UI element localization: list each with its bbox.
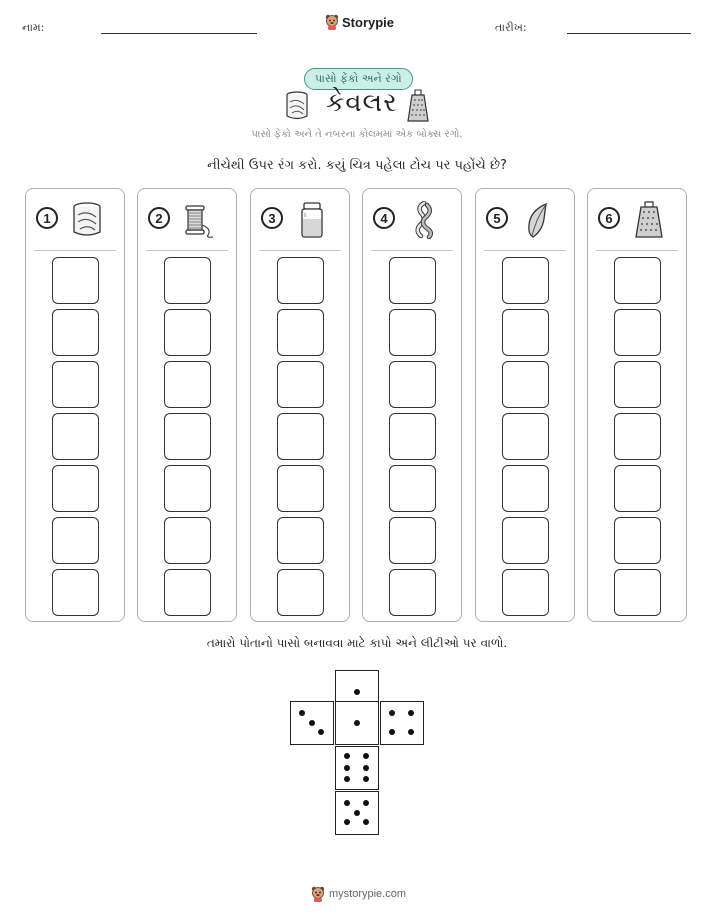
brand-name: Storypie [342, 14, 395, 30]
color-box[interactable] [52, 413, 99, 460]
color-box[interactable] [52, 257, 99, 304]
column-header [138, 189, 236, 249]
color-box[interactable] [614, 257, 661, 304]
color-box[interactable] [277, 517, 324, 564]
dice-pip [363, 800, 369, 806]
dice-face-5 [335, 791, 379, 835]
date-field-line[interactable] [567, 33, 691, 34]
column-3 [250, 188, 350, 622]
dice-pip [344, 753, 350, 759]
color-box[interactable] [52, 517, 99, 564]
dice-face-1 [335, 701, 379, 745]
color-box[interactable] [389, 413, 436, 460]
column-header [363, 189, 461, 249]
column-2 [137, 188, 237, 622]
color-box[interactable] [277, 465, 324, 512]
dice-pip [318, 729, 324, 735]
color-box[interactable] [277, 257, 324, 304]
color-box[interactable] [614, 413, 661, 460]
worksheet-question: નીચેથી ઉપર રંગ કરો. કયું ચિત્ર પહેલા ટોચ પર પહોંચે છે? [207, 158, 507, 173]
column-header [476, 189, 574, 249]
column-1 [25, 188, 125, 622]
color-box[interactable] [164, 309, 211, 356]
worksheet-subtitle: પાસો ફેંકો અને તે નંબરના કોલમમાં એક બોક્સ રંગો. [251, 129, 463, 140]
rope-knot-icon [407, 201, 441, 239]
color-box[interactable] [502, 361, 549, 408]
color-box[interactable] [614, 517, 661, 564]
color-box[interactable] [614, 361, 661, 408]
footer-site: mystorypie.com [329, 888, 407, 900]
dice-face-6 [335, 746, 379, 790]
color-box[interactable] [164, 517, 211, 564]
color-box[interactable] [389, 569, 436, 616]
dice-pip [344, 819, 350, 825]
color-box[interactable] [614, 569, 661, 616]
dice-pip [344, 765, 350, 771]
color-box[interactable] [389, 257, 436, 304]
dice-pip [344, 800, 350, 806]
kevlar-yarn-spool-icon [70, 201, 104, 239]
date-label: તારીખ: [495, 21, 527, 34]
color-box[interactable] [277, 361, 324, 408]
grater-icon [406, 89, 430, 123]
column-number: 2 [148, 207, 170, 229]
column-number: 4 [373, 207, 395, 229]
dice-face-3 [290, 701, 334, 745]
dice-pip [389, 729, 395, 735]
column-number: 5 [486, 207, 508, 229]
column-header [251, 189, 349, 249]
footer [311, 886, 406, 902]
dice-face-4 [380, 701, 424, 745]
column-number: 3 [261, 207, 283, 229]
dice-pip [299, 710, 305, 716]
jar-icon [295, 201, 329, 239]
dice-pip [363, 765, 369, 771]
color-box[interactable] [277, 569, 324, 616]
color-box[interactable] [502, 465, 549, 512]
color-box[interactable] [389, 309, 436, 356]
dice-pip [363, 776, 369, 782]
dice-net[interactable] [290, 670, 424, 836]
kevlar-yarn-spool-icon [284, 90, 310, 122]
activity-badge: પાસો ફેંકો અને રંગો [304, 68, 413, 90]
color-box[interactable] [277, 413, 324, 460]
column-number: 6 [598, 207, 620, 229]
dice-pip [363, 819, 369, 825]
dice-pip [354, 689, 360, 695]
column-divider [146, 250, 228, 251]
color-box[interactable] [389, 517, 436, 564]
column-header [588, 189, 686, 249]
color-box[interactable] [164, 465, 211, 512]
dice-pip [344, 776, 350, 782]
color-box[interactable] [52, 361, 99, 408]
color-box[interactable] [502, 309, 549, 356]
color-box[interactable] [502, 517, 549, 564]
dice-pip [408, 710, 414, 716]
column-divider [484, 250, 566, 251]
brand-logo [325, 14, 394, 30]
dice-pip [354, 720, 360, 726]
dice-pip [363, 753, 369, 759]
dice-pip [309, 720, 315, 726]
color-box[interactable] [164, 257, 211, 304]
color-box[interactable] [502, 413, 549, 460]
name-field-line[interactable] [101, 33, 257, 34]
thread-spool-icon [182, 201, 216, 239]
storypie-mascot-icon [325, 14, 339, 30]
color-box[interactable] [389, 465, 436, 512]
name-label: નામ: [22, 21, 45, 34]
column-header [26, 189, 124, 249]
column-4 [362, 188, 462, 622]
color-box[interactable] [52, 309, 99, 356]
color-box[interactable] [164, 413, 211, 460]
dice-instruction: તમારો પોતાનો પાસો બનાવવા માટે કાપો અને લીટીઓ પર વાળો. [206, 636, 508, 650]
column-number: 1 [36, 207, 58, 229]
color-box[interactable] [389, 361, 436, 408]
column-5 [475, 188, 575, 622]
column-divider [259, 250, 341, 251]
color-box[interactable] [52, 569, 99, 616]
color-box[interactable] [164, 569, 211, 616]
color-box[interactable] [164, 361, 211, 408]
color-box[interactable] [52, 465, 99, 512]
leaf-icon [520, 201, 554, 239]
column-divider [596, 250, 678, 251]
column-divider [371, 250, 453, 251]
column-divider [34, 250, 116, 251]
worksheet-title: કેવલર [326, 88, 398, 118]
color-box[interactable] [502, 257, 549, 304]
color-box[interactable] [277, 309, 324, 356]
grater-icon [632, 201, 666, 239]
column-6 [587, 188, 687, 622]
dice-pip [354, 810, 360, 816]
storypie-mascot-icon [311, 886, 325, 902]
color-box[interactable] [502, 569, 549, 616]
dice-pip [389, 710, 395, 716]
color-box[interactable] [614, 309, 661, 356]
dice-pip [408, 729, 414, 735]
color-box[interactable] [614, 465, 661, 512]
